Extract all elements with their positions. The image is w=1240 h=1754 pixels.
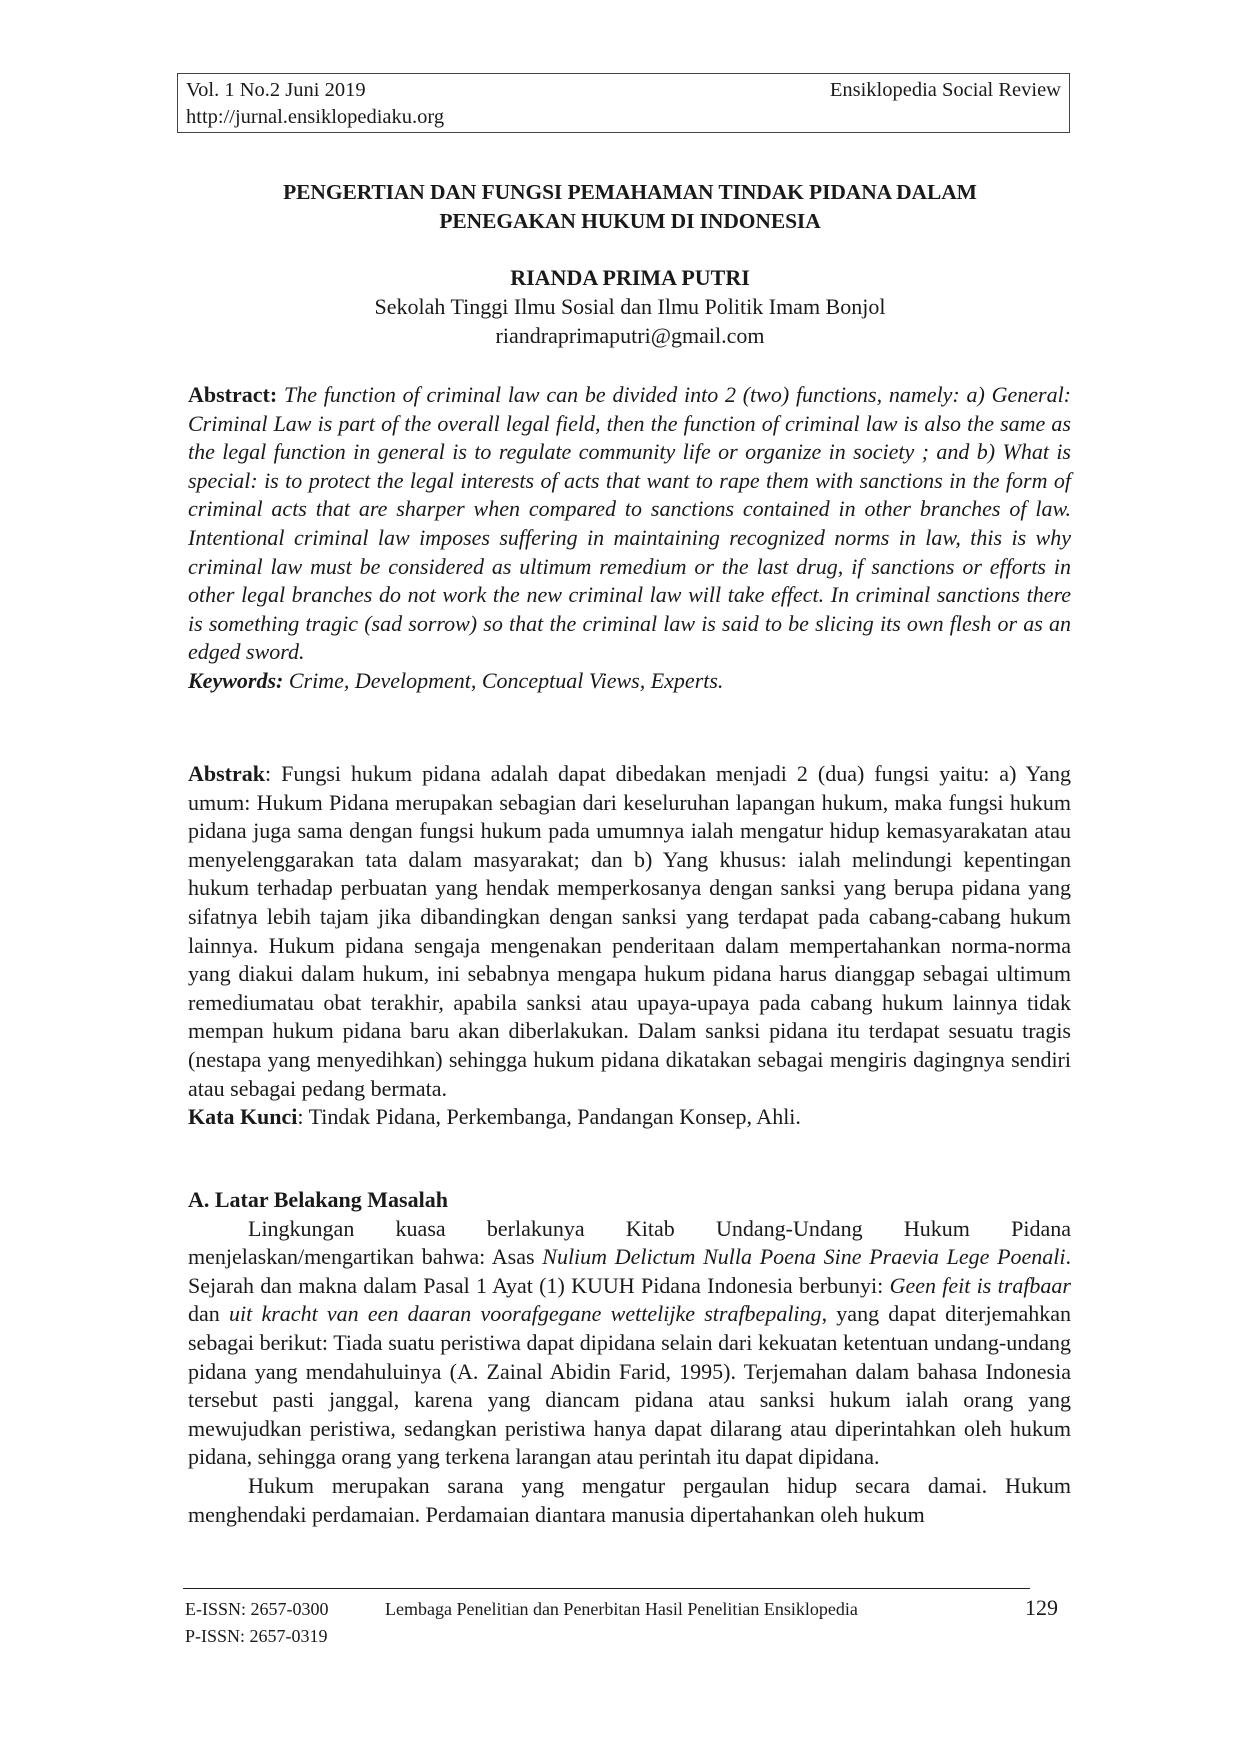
section-paragraph-1 xyxy=(188,1215,1071,1472)
section-paragraph-2: Hukum merupakan sarana yang mengatur pergaulan hidup secara damai. Hukum menghendaki perdamaian. Perdamaian diantara manusia dipertahankan oleh hukum xyxy=(188,1472,1071,1527)
keywords-en-label: Keywords: xyxy=(188,667,284,693)
page-number: 129 xyxy=(1025,1595,1058,1620)
abstract-en-text: The function of criminal law can be divided into 2 (two) functions, namely: a) General: Criminal Law is part of the overall legal field, then the function of criminal law is also the same as the legal function in general is to regulate community life or organize in society ; and b) What is special: is to protect the legal interests of acts that want to rape them with sanctions in the form of criminal acts that are sharper when compared to sanctions contained in other branches of law. Intentional criminal law imposes suffering in maintaining recognized norms in law, this is why criminal law must be considered as ultimum remedium or the last drug, if sanctions or efforts in other legal branches do not work the new criminal law will take effect. In criminal sanctions there is something tragic (sad sorrow) so that the criminal law is said to be slicing its own flesh or as an edged sword. xyxy=(188,382,1072,665)
abstract-id-label: Abstrak xyxy=(188,761,266,786)
abstract-en-label: Abstract: xyxy=(188,382,278,407)
section-heading: A. Latar Belakang Masalah xyxy=(188,1187,448,1212)
author-block xyxy=(190,263,1070,350)
abstract-id-paragraph xyxy=(188,760,1071,1103)
dutch-phrase: Geen feit is trafbaar xyxy=(889,1272,1071,1298)
p-issn: P-ISSN: 2657-0319 xyxy=(185,1626,328,1646)
footer-divider xyxy=(183,1588,1030,1589)
abstract-english xyxy=(188,381,1071,696)
keywords-id-label: Kata Kunci xyxy=(188,1104,298,1130)
header-row-2 xyxy=(186,104,1061,131)
footer-row-1 xyxy=(185,1594,1085,1623)
author-name: RIANDA PRIMA PUTRI xyxy=(510,265,750,290)
author-email: riandraprimaputri@gmail.com xyxy=(495,323,765,348)
volume-issue: Vol. 1 No.2 Juni 2019 xyxy=(186,79,366,101)
keywords-en-text: Crime, Development, Conceptual Views, Experts. xyxy=(288,667,724,693)
text-run: Lingkungan kuasa berlakunya Kitab Undang-Undang Hukum Pidana menjelaskan/mengartikan bahwa: Asas xyxy=(188,1215,1071,1270)
keywords-id xyxy=(188,1103,1071,1132)
publisher-name: Lembaga Penelitian dan Penerbitan Hasil Penelitian Ensiklopedia xyxy=(385,1599,858,1619)
text-run: dan xyxy=(188,1301,230,1327)
title-line-2: PENEGAKAN HUKUM DI INDONESIA xyxy=(439,209,821,233)
header-row-1 xyxy=(186,77,1061,104)
paper-title xyxy=(190,178,1070,236)
journal-name: Ensiklopedia Social Review xyxy=(829,79,1061,101)
text-run: , yang dapat diterjemahkan sebagai berikut: Tiada suatu peristiwa dapat dipidana selain dari kekuatan ketentuan undang-undang pidana yang mendahuluinya (A. Zainal Abidin Farid, 1995). Terjemahan dalam bahasa Indonesia tersebut pasti janggal, karena yang diancam pidana atau sanksi hukum ialah orang yang mewujudkan peristiwa, sedangkan peristiwa hanya dapat dilarang atau diperintahkan oleh hukum pidana, sehingga orang yang terkena larangan atau perintah itu dapat dipidana. xyxy=(188,1301,1072,1470)
keywords-en xyxy=(188,667,1071,696)
journal-url: http://jurnal.ensiklopediaku.org xyxy=(186,106,445,128)
abstract-id-text: : Fungsi hukum pidana adalah dapat dibedakan menjadi 2 (dua) fungsi yaitu: a) Yang umum: Hukum Pidana merupakan sebagian dari keseluruhan lapangan hukum, maka fungsi hukum pidana juga sama dengan fungsi hukum pada umumnya ialah mengatur hidup kemasyarakatan atau menyelenggarakan tata dalam masyarakat; dan b) Yang khusus: ialah melindungi kepentingan hukum terhadap perbuatan yang hendak memperkosanya dengan sanksi yang berupa pidana yang sifatnya lebih tajam jika dibandingkan dengan sanksi yang terdapat pada cabang-cabang hukum lainnya. Hukum pidana sengaja mengenakan penderitaan dalam mempertahankan norma-norma yang diakui dalam hukum, ini sebabnya mengapa hukum pidana harus dianggap sebagai ultimum remediumatau obat terakhir, apabila sanksi atau upaya-upaya pada cabang hukum lainnya tidak mempan hukum pidana baru akan diberlakukan. Dalam sanksi pidana itu terdapat sesuatu tragis (nestapa yang menyedihkan) sehingga hukum pidana dikatakan sebagai mengiris dagingnya sendiri atau sebagai pedang bermata. xyxy=(188,761,1071,1101)
page-footer xyxy=(185,1594,1085,1650)
author-affiliation: Sekolah Tinggi Ilmu Sosial dan Ilmu Politik Imam Bonjol xyxy=(374,294,886,319)
e-issn: E-ISSN: 2657-0300 xyxy=(185,1599,329,1619)
title-line-1: PENGERTIAN DAN FUNGSI PEMAHAMAN TINDAK PIDANA DALAM xyxy=(283,180,977,204)
abstract-en-paragraph xyxy=(188,381,1071,667)
section-latar-belakang xyxy=(188,1186,1071,1529)
abstract-indonesian xyxy=(188,760,1071,1132)
dutch-phrase: uit kracht van een daaran voorafgegane wettelijke strafbepaling xyxy=(229,1301,822,1327)
running-header xyxy=(177,73,1070,133)
latin-phrase: Nulium Delictum Nulla Poena Sine Praevia Lege Poenali xyxy=(542,1244,1066,1270)
keywords-id-text: : Tindak Pidana, Perkembanga, Pandangan Konsep, Ahli. xyxy=(297,1104,801,1130)
text-run: . Sejarah dan makna dalam Pasal 1 Ayat (1) KUUH Pidana Indonesia berbunyi: xyxy=(188,1244,1071,1298)
